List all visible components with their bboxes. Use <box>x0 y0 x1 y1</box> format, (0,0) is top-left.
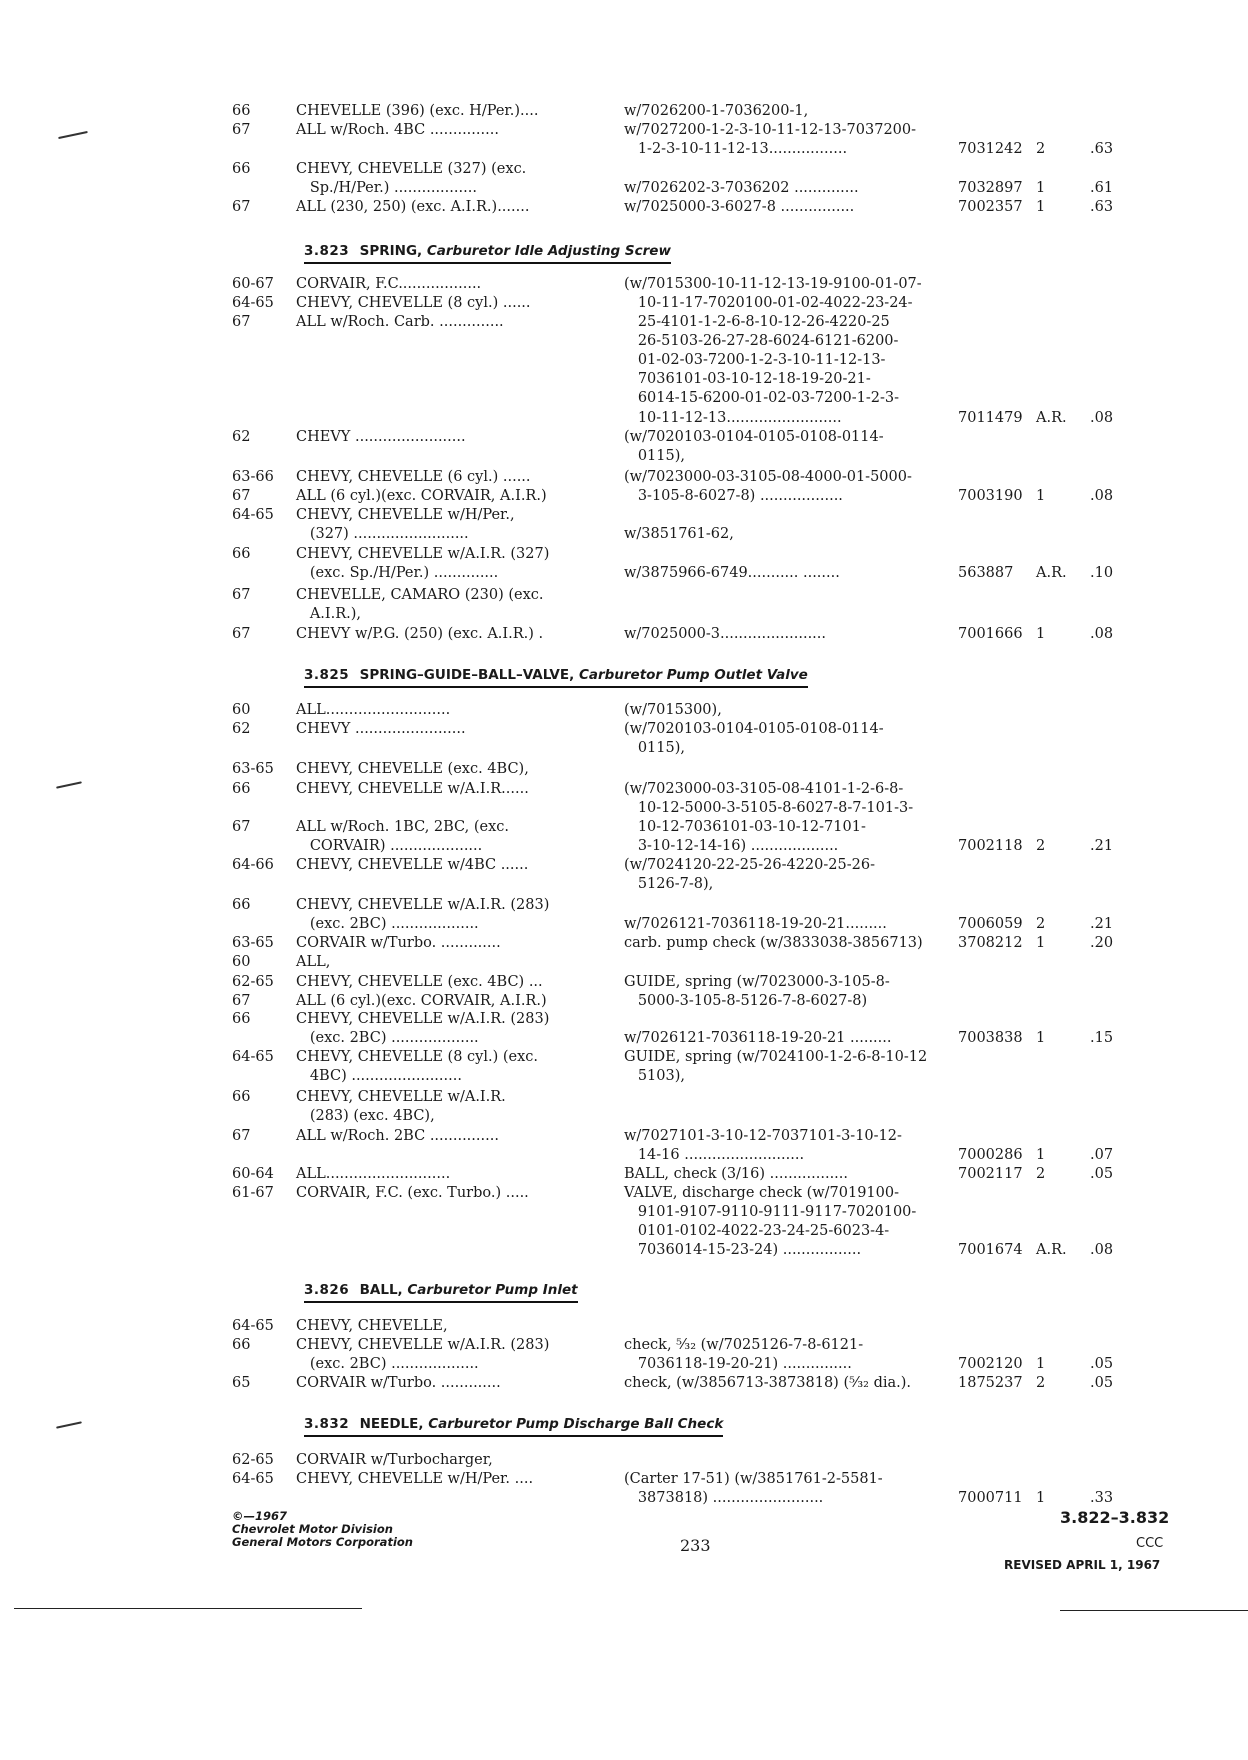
quantity-cell: 2 <box>1036 838 1046 854</box>
margin-mark <box>58 131 88 139</box>
year-cell: 62-65 <box>232 1452 274 1468</box>
description-cell: 4BC) ........................ <box>296 1068 462 1084</box>
footer-revised: REVISED APRIL 1, 1967 <box>1004 1558 1161 1572</box>
part-number-cell: 7003838 <box>958 1030 1023 1046</box>
year-cell: 67 <box>232 993 251 1009</box>
description-cell: CHEVY, CHEVELLE (exc. 4BC), <box>296 761 529 777</box>
footer-left <box>232 1510 413 1549</box>
year-cell: 66 <box>232 546 251 562</box>
reference-cell: 5103), <box>624 1068 685 1084</box>
part-number-cell: 7032897 <box>958 180 1023 196</box>
reference-cell: (w/7015300-10-11-12-13-19-9100-01-07- <box>624 276 922 292</box>
part-number-cell: 7000711 <box>958 1490 1023 1506</box>
quantity-cell: A.R. <box>1036 565 1067 581</box>
year-cell: 62 <box>232 721 251 737</box>
quantity-cell: 1 <box>1036 626 1046 642</box>
quantity-cell: 1 <box>1036 1356 1046 1372</box>
part-number-cell: 7001674 <box>958 1242 1023 1258</box>
section-number: 3.823 <box>304 243 360 259</box>
part-number-cell: 7001666 <box>958 626 1023 642</box>
reference-cell: w/7025000-3-6027-8 ................ <box>624 199 855 215</box>
description-cell: CHEVY, CHEVELLE w/H/Per. .... <box>296 1471 534 1487</box>
section-heading <box>304 1282 578 1303</box>
price-cell: .63 <box>1090 199 1114 215</box>
section-subtitle: Carburetor Pump Discharge Ball Check <box>428 1416 724 1432</box>
reference-cell: 7036101-03-10-12-18-19-20-21- <box>624 371 871 387</box>
year-cell: 64-65 <box>232 1318 274 1334</box>
quantity-cell: 1 <box>1036 1490 1046 1506</box>
year-cell: 62 <box>232 429 251 445</box>
description-cell: ALL........................... <box>296 1166 451 1182</box>
year-cell: 63-65 <box>232 935 274 951</box>
reference-cell: 10-11-12-13......................... <box>624 410 842 426</box>
price-cell: .15 <box>1090 1030 1114 1046</box>
part-number-cell: 7006059 <box>958 916 1023 932</box>
section-title: SPRING, <box>359 243 427 259</box>
description-cell: ALL, <box>296 954 331 970</box>
section-title: SPRING–GUIDE–BALL–VALVE, <box>359 667 579 683</box>
quantity-cell: 1 <box>1036 180 1046 196</box>
year-cell: 64-65 <box>232 1049 274 1065</box>
footer-division: Chevrolet Motor Division <box>232 1522 393 1536</box>
description-cell: ALL (6 cyl.)(exc. CORVAIR, A.I.R.) <box>296 993 547 1009</box>
reference-cell: 25-4101-1-2-6-8-10-12-26-4220-25 <box>624 314 890 330</box>
quantity-cell: 2 <box>1036 141 1046 157</box>
section-number: 3.825 <box>304 667 360 683</box>
description-cell: CORVAIR) .................... <box>296 838 483 854</box>
section-number: 3.832 <box>304 1416 360 1432</box>
description-cell: (exc. 2BC) ................... <box>296 1030 479 1046</box>
reference-cell: check, (w/3856713-3873818) (⁵⁄₃₂ dia.). <box>624 1375 912 1391</box>
description-cell: ALL (230, 250) (exc. A.I.R.)....... <box>296 199 530 215</box>
quantity-cell: 2 <box>1036 1166 1046 1182</box>
price-cell: .08 <box>1090 626 1114 642</box>
price-cell: .08 <box>1090 1242 1114 1258</box>
quantity-cell: 1 <box>1036 1147 1046 1163</box>
year-cell: 66 <box>232 161 251 177</box>
footer-code: 3.822–3.832 <box>1060 1508 1170 1527</box>
price-cell: .05 <box>1090 1166 1114 1182</box>
description-cell: CHEVY, CHEVELLE (6 cyl.) ...... <box>296 469 531 485</box>
quantity-cell: 2 <box>1036 916 1046 932</box>
description-cell: CHEVY w/P.G. (250) (exc. A.I.R.) . <box>296 626 544 642</box>
description-cell: ALL w/Roch. 1BC, 2BC, (exc. <box>296 819 509 835</box>
description-cell: CHEVY, CHEVELLE (327) (exc. <box>296 161 527 177</box>
reference-cell: 0115), <box>624 448 685 464</box>
quantity-cell: A.R. <box>1036 1242 1067 1258</box>
description-cell: CHEVY, CHEVELLE w/A.I.R. (283) <box>296 1337 550 1353</box>
reference-cell: 9101-9107-9110-9111-9117-7020100- <box>624 1204 917 1220</box>
reference-cell: 3873818) ........................ <box>624 1490 824 1506</box>
price-cell: .08 <box>1090 410 1114 426</box>
part-number-cell: 7000286 <box>958 1147 1023 1163</box>
quantity-cell: 1 <box>1036 488 1046 504</box>
section-heading <box>304 667 808 688</box>
year-cell: 60 <box>232 954 251 970</box>
reference-cell: 5126-7-8), <box>624 876 714 892</box>
reference-cell: 3-105-8-6027-8) .................. <box>624 488 843 504</box>
description-cell: CORVAIR w/Turbo. ............. <box>296 935 501 951</box>
year-cell: 64-65 <box>232 1471 274 1487</box>
footer-copyright: ©—1967 <box>232 1509 288 1523</box>
description-cell: ALL (6 cyl.)(exc. CORVAIR, A.I.R.) <box>296 488 547 504</box>
section-title: NEEDLE, <box>359 1416 429 1432</box>
description-cell: (283) (exc. 4BC), <box>296 1108 435 1124</box>
part-number-cell: 7002118 <box>958 838 1023 854</box>
reference-cell: 14-16 .......................... <box>624 1147 805 1163</box>
reference-cell: GUIDE, spring (w/7024100-1-2-6-8-10-12 <box>624 1049 928 1065</box>
description-cell: CHEVY, CHEVELLE w/A.I.R. (283) <box>296 897 550 913</box>
description-cell: CHEVY ........................ <box>296 721 466 737</box>
reference-cell: w/7026121-7036118-19-20-21 ......... <box>624 1030 892 1046</box>
description-cell: CHEVY, CHEVELLE w/4BC ...... <box>296 857 529 873</box>
reference-cell: w/3851761-62, <box>624 526 734 542</box>
reference-cell: w/3875966-6749........... ........ <box>624 565 840 581</box>
price-cell: .63 <box>1090 141 1114 157</box>
reference-cell: w/7026200-1-7036200-1, <box>624 103 809 119</box>
reference-cell: (w/7023000-03-3105-08-4101-1-2-6-8- <box>624 781 904 797</box>
year-cell: 67 <box>232 1128 251 1144</box>
part-number-cell: 563887 <box>958 565 1014 581</box>
reference-cell: (w/7020103-0104-0105-0108-0114- <box>624 721 884 737</box>
part-number-cell: 7003190 <box>958 488 1023 504</box>
description-cell: CHEVELLE (396) (exc. H/Per.).... <box>296 103 539 119</box>
price-cell: .05 <box>1090 1356 1114 1372</box>
year-cell: 66 <box>232 1089 251 1105</box>
reference-cell: 10-12-7036101-03-10-12-7101- <box>624 819 866 835</box>
part-number-cell: 7011479 <box>958 410 1023 426</box>
part-number-cell: 1875237 <box>958 1375 1023 1391</box>
reference-cell: 6014-15-6200-01-02-03-7200-1-2-3- <box>624 390 900 406</box>
year-cell: 67 <box>232 626 251 642</box>
reference-cell: 3-10-12-14-16) ................... <box>624 838 839 854</box>
year-cell: 67 <box>232 587 251 603</box>
description-cell: ALL w/Roch. 4BC ............... <box>296 122 499 138</box>
year-cell: 63-65 <box>232 761 274 777</box>
section-heading <box>304 243 671 264</box>
price-cell: .05 <box>1090 1375 1114 1391</box>
reference-cell: VALVE, discharge check (w/7019100- <box>624 1185 899 1201</box>
year-cell: 64-66 <box>232 857 274 873</box>
price-cell: .20 <box>1090 935 1114 951</box>
year-cell: 65 <box>232 1375 251 1391</box>
year-cell: 64-65 <box>232 295 274 311</box>
quantity-cell: A.R. <box>1036 410 1067 426</box>
description-cell: ALL w/Roch. 2BC ............... <box>296 1128 499 1144</box>
price-cell: .21 <box>1090 916 1114 932</box>
description-cell: (exc. Sp./H/Per.) .............. <box>296 565 499 581</box>
reference-cell: 01-02-03-7200-1-2-3-10-11-12-13- <box>624 352 886 368</box>
reference-cell: w/7026202-3-7036202 .............. <box>624 180 859 196</box>
reference-cell: (w/7015300), <box>624 702 722 718</box>
part-number-cell: 3708212 <box>958 935 1023 951</box>
part-number-cell: 7002117 <box>958 1166 1023 1182</box>
year-cell: 66 <box>232 103 251 119</box>
part-number-cell: 7002357 <box>958 199 1023 215</box>
price-cell: .10 <box>1090 565 1114 581</box>
reference-cell: 5000-3-105-8-5126-7-8-6027-8) <box>624 993 868 1009</box>
description-cell: CHEVY, CHEVELLE w/H/Per., <box>296 507 515 523</box>
reference-cell: 7036118-19-20-21) ............... <box>624 1356 852 1372</box>
price-cell: .07 <box>1090 1147 1114 1163</box>
year-cell: 66 <box>232 897 251 913</box>
quantity-cell: 1 <box>1036 935 1046 951</box>
reference-cell: (Carter 17-51) (w/3851761-2-5581- <box>624 1471 883 1487</box>
year-cell: 67 <box>232 314 251 330</box>
description-cell: CHEVY, CHEVELLE w/A.I.R. (283) <box>296 1011 550 1027</box>
description-cell: CHEVY, CHEVELLE w/A.I.R...... <box>296 781 529 797</box>
reference-cell: 7036014-15-23-24) ................. <box>624 1242 862 1258</box>
part-number-cell: 7031242 <box>958 141 1023 157</box>
reference-cell: 0101-0102-4022-23-24-25-6023-4- <box>624 1223 890 1239</box>
reference-cell: 26-5103-26-27-28-6024-6121-6200- <box>624 333 899 349</box>
section-number: 3.826 <box>304 1282 360 1298</box>
price-cell: .21 <box>1090 838 1114 854</box>
description-cell: CHEVY, CHEVELLE (8 cyl.) ...... <box>296 295 531 311</box>
year-cell: 66 <box>232 1337 251 1353</box>
description-cell: CORVAIR w/Turbo. ............. <box>296 1375 501 1391</box>
description-cell: Sp./H/Per.) .................. <box>296 180 477 196</box>
margin-mark <box>56 781 82 788</box>
description-cell: (exc. 2BC) ................... <box>296 916 479 932</box>
reference-cell: w/7027200-1-2-3-10-11-12-13-7037200- <box>624 122 917 138</box>
description-cell: CHEVELLE, CAMARO (230) (exc. <box>296 587 544 603</box>
bottom-rule-right <box>1060 1610 1248 1611</box>
reference-cell: w/7025000-3....................... <box>624 626 827 642</box>
description-cell: ALL w/Roch. Carb. .............. <box>296 314 504 330</box>
reference-cell: check, ⁵⁄₃₂ (w/7025126-7-8-6121- <box>624 1337 864 1353</box>
description-cell: CHEVY, CHEVELLE (exc. 4BC) ... <box>296 974 543 990</box>
price-cell: .33 <box>1090 1490 1114 1506</box>
year-cell: 67 <box>232 122 251 138</box>
price-cell: .08 <box>1090 488 1114 504</box>
year-cell: 61-67 <box>232 1185 274 1201</box>
quantity-cell: 2 <box>1036 1375 1046 1391</box>
price-cell: .61 <box>1090 180 1114 196</box>
reference-cell: (w/7020103-0104-0105-0108-0114- <box>624 429 884 445</box>
description-cell: (327) ......................... <box>296 526 469 542</box>
year-cell: 67 <box>232 199 251 215</box>
reference-cell: 0115), <box>624 740 685 756</box>
section-subtitle: Carburetor Idle Adjusting Screw <box>426 243 671 259</box>
section-subtitle: Carburetor Pump Outlet Valve <box>578 667 808 683</box>
description-cell: (exc. 2BC) ................... <box>296 1356 479 1372</box>
reference-cell: 1-2-3-10-11-12-13................. <box>624 141 848 157</box>
reference-cell: GUIDE, spring (w/7023000-3-105-8- <box>624 974 890 990</box>
reference-cell: w/7027101-3-10-12-7037101-3-10-12- <box>624 1128 902 1144</box>
reference-cell: w/7026121-7036118-19-20-21......... <box>624 916 887 932</box>
reference-cell: 10-12-5000-3-5105-8-6027-8-7-101-3- <box>624 800 914 816</box>
section-title: BALL, <box>359 1282 408 1298</box>
quantity-cell: 1 <box>1036 1030 1046 1046</box>
description-cell: A.I.R.), <box>296 606 362 622</box>
year-cell: 60-64 <box>232 1166 274 1182</box>
description-cell: ALL........................... <box>296 702 451 718</box>
year-cell: 63-66 <box>232 469 274 485</box>
year-cell: 67 <box>232 488 251 504</box>
part-number-cell: 7002120 <box>958 1356 1023 1372</box>
description-cell: CHEVY, CHEVELLE w/A.I.R. (327) <box>296 546 550 562</box>
reference-cell: (w/7024120-22-25-26-4220-25-26- <box>624 857 875 873</box>
reference-cell: carb. pump check (w/3833038-3856713) <box>624 935 923 951</box>
bottom-rule-left <box>14 1608 362 1609</box>
year-cell: 64-65 <box>232 507 274 523</box>
description-cell: CHEVY, CHEVELLE w/A.I.R. <box>296 1089 506 1105</box>
year-cell: 60 <box>232 702 251 718</box>
description-cell: CORVAIR, F.C.................. <box>296 276 482 292</box>
section-subtitle: Carburetor Pump Inlet <box>407 1282 578 1298</box>
quantity-cell: 1 <box>1036 199 1046 215</box>
reference-cell: 10-11-17-7020100-01-02-4022-23-24- <box>624 295 913 311</box>
section-heading <box>304 1416 723 1437</box>
description-cell: CORVAIR w/Turbocharger, <box>296 1452 493 1468</box>
year-cell: 67 <box>232 819 251 835</box>
description-cell: CHEVY, CHEVELLE (8 cyl.) (exc. <box>296 1049 539 1065</box>
description-cell: CORVAIR, F.C. (exc. Turbo.) ..... <box>296 1185 529 1201</box>
reference-cell: BALL, check (3/16) ................. <box>624 1166 848 1182</box>
reference-cell: (w/7023000-03-3105-08-4000-01-5000- <box>624 469 912 485</box>
year-cell: 66 <box>232 1011 251 1027</box>
margin-mark <box>56 1421 82 1428</box>
footer-corporation: General Motors Corporation <box>232 1535 413 1549</box>
description-cell: CHEVY, CHEVELLE, <box>296 1318 448 1334</box>
year-cell: 60-67 <box>232 276 274 292</box>
page-number: 233 <box>680 1536 711 1555</box>
footer-ccc: CCC <box>1136 1536 1164 1551</box>
description-cell: CHEVY ........................ <box>296 429 466 445</box>
year-cell: 62-65 <box>232 974 274 990</box>
year-cell: 66 <box>232 781 251 797</box>
